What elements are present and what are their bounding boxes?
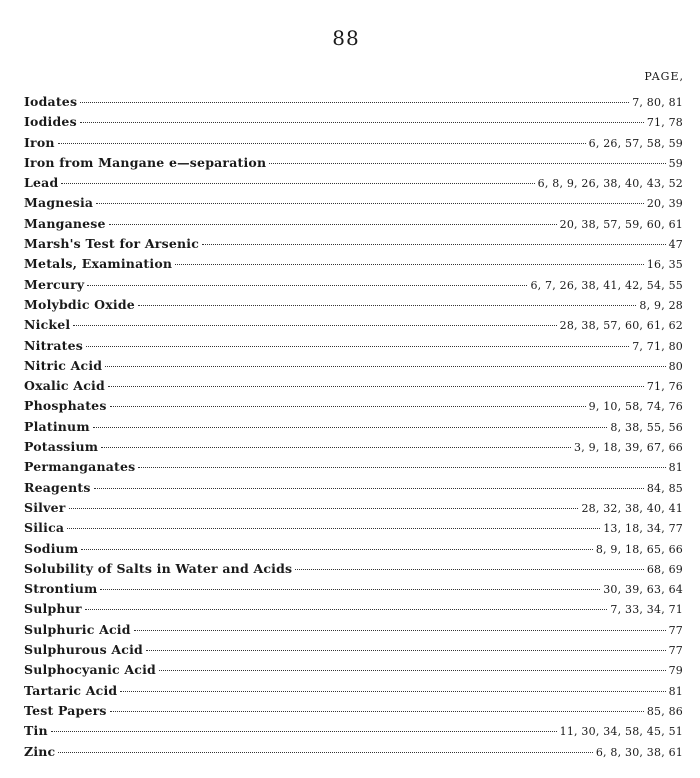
index-entry [24,660,683,680]
index-entry-name: Manganese [24,215,106,231]
index-entry [24,599,683,619]
dot-leader [96,203,644,204]
index-entry [24,275,683,295]
index-entry-name: Nickel [24,317,71,333]
dot-leader [175,264,644,265]
index-entry [24,498,683,518]
dot-leader [61,183,534,184]
index-entry [24,336,683,356]
index-entry [24,214,683,234]
dot-leader [69,508,579,509]
index-entry [24,701,683,721]
index-entry-pages: 11, 30, 34, 58, 45, 51 [559,725,683,739]
index-entry-name: Silver [24,499,66,515]
dot-leader [295,569,644,570]
index-entry-pages: 71, 76 [646,380,683,394]
index-entry [24,559,683,579]
index-entry-name: Oxalic Acid [24,378,105,394]
index-entry-name: Solubility of Salts in Water and Acids [24,560,293,576]
index-entry [24,173,683,193]
index-entry-pages: 8, 9, 28 [639,298,683,312]
dot-leader [110,711,644,712]
dot-leader [138,305,636,306]
index-entry-name: Potassium [24,439,99,455]
dot-leader [85,609,608,610]
index-entry [24,193,683,213]
index-entry-pages: 47 [668,238,683,252]
dot-leader [81,549,592,550]
index-entry [24,539,683,559]
index-entry-pages: 84, 85 [646,481,683,495]
index-entry [24,478,683,498]
index-entry-pages: 7, 71, 80 [632,339,683,353]
index-entry-pages: 77 [668,623,683,637]
index-entry-pages: 71, 78 [646,116,683,130]
index-entry-pages: 81 [668,684,683,698]
index-entry-pages: 16, 35 [646,258,683,272]
index-entry-name: Sulphurous Acid [24,642,143,658]
index-entry [24,234,683,254]
index-entry-name: Nitric Acid [24,357,103,373]
index-entry [24,356,683,376]
index-entry [24,295,683,315]
index-entry-pages: 28, 38, 57, 60, 61, 62 [559,319,683,333]
index-entry-name: Permanganates [24,459,136,475]
index-entry-pages: 3, 9, 18, 39, 67, 66 [574,441,683,455]
index-entry [24,153,683,173]
page-number: 88 [332,26,360,50]
index-entry-name: Iodates [24,94,78,109]
index-entry-pages: 59 [668,156,683,170]
dot-leader [93,427,608,428]
dot-leader [100,589,600,590]
dot-leader [87,285,527,286]
index-entry-pages: 20, 38, 57, 59, 60, 61 [559,217,683,231]
index-entry-name: Sodium [24,540,79,556]
index-entry-pages: 7, 33, 34, 71 [610,603,683,617]
index-entry-name: Lead [24,175,59,191]
index-entry-pages: 79 [668,664,683,678]
index-entry-name: Mercury [24,276,85,292]
index-entry [24,457,683,477]
index-entry-pages: 30, 39, 63, 64 [603,583,683,597]
dot-leader [58,143,586,144]
index-entry [24,681,683,701]
index-entry-pages: 80 [668,359,683,373]
dot-leader [73,325,556,326]
index-entry-name: Tin [24,723,48,739]
index-entry [24,417,683,437]
index-entry-pages: 8, 9, 18, 65, 66 [595,542,683,556]
index-entry-pages: 85, 86 [646,704,683,718]
index-entry-name: Zinc [24,743,56,759]
dot-leader [134,630,666,631]
index-entry-pages: 8, 38, 55, 56 [610,420,683,434]
index-entry-pages: 68, 69 [646,562,683,576]
index-entry-name: Reagents [24,479,91,495]
index-entry-name: Iodides [24,114,77,130]
dot-leader [138,467,665,468]
index-entry [24,92,683,112]
index-entry-pages: 28, 32, 38, 40, 41 [581,501,683,515]
dot-leader [94,488,644,489]
dot-leader [269,163,665,164]
dot-leader [86,346,629,347]
index-entry [24,254,683,274]
index-entry [24,315,683,335]
index-entry-pages: 13, 18, 34, 77 [603,522,683,536]
index-entry [24,437,683,457]
index-entry-pages: 6, 26, 57, 58, 59 [588,136,683,150]
dot-leader [80,102,629,103]
dot-leader [101,447,571,448]
index-entry-name: Nitrates [24,337,83,353]
dot-leader [51,731,557,732]
index-entry [24,742,683,762]
index-entry-name: Metals, Examination [24,256,173,272]
index-entry [24,640,683,660]
index-list [24,92,683,762]
index-entry-pages: 6, 7, 26, 38, 41, 42, 54, 55 [530,278,683,292]
index-entry-name: Marsh's Test for Arsenic [24,236,200,252]
index-entry-name: Phosphates [24,398,107,414]
dot-leader [110,406,586,407]
index-entry-pages: 6, 8, 30, 38, 61 [595,745,683,759]
index-entry-pages: 20, 39 [646,197,683,211]
dot-leader [202,244,666,245]
index-entry-name: Silica [24,520,65,536]
index-entry-name: Tartaric Acid [24,682,118,698]
page-column-header: PAGE, [644,70,684,83]
dot-leader [80,122,644,123]
index-entry-pages: 6, 8, 9, 26, 38, 40, 43, 52 [537,177,683,191]
dot-leader [108,386,644,387]
index-entry [24,518,683,538]
index-entry [24,133,683,153]
index-entry-name: Sulphur [24,601,82,617]
index-entry [24,721,683,741]
index-entry-name: Sulphuric Acid [24,621,131,637]
index-entry [24,112,683,132]
dot-leader [146,650,666,651]
index-entry [24,620,683,640]
index-entry-pages: 81 [668,461,683,475]
index-entry-name: Test Papers [24,702,107,718]
index-entry-name: Iron from Mangane e—separation [24,154,267,170]
index-entry-pages: 9, 10, 58, 74, 76 [588,400,683,414]
index-entry-name: Strontium [24,581,98,597]
dot-leader [159,670,666,671]
index-entry-name: Magnesia [24,195,94,211]
index-entry-name: Sulphocyanic Acid [24,662,157,678]
index-entry [24,376,683,396]
dot-leader [105,366,665,367]
index-entry-pages: 7, 80, 81 [632,96,683,109]
index-entry-name: Molybdic Oxide [24,296,135,312]
dot-leader [58,752,592,753]
dot-leader [120,691,665,692]
index-entry-name: Iron [24,134,55,150]
dot-leader [67,528,600,529]
index-entry [24,579,683,599]
index-entry [24,396,683,416]
index-entry-pages: 77 [668,644,683,658]
dot-leader [109,224,557,225]
index-entry-name: Platinum [24,418,90,434]
